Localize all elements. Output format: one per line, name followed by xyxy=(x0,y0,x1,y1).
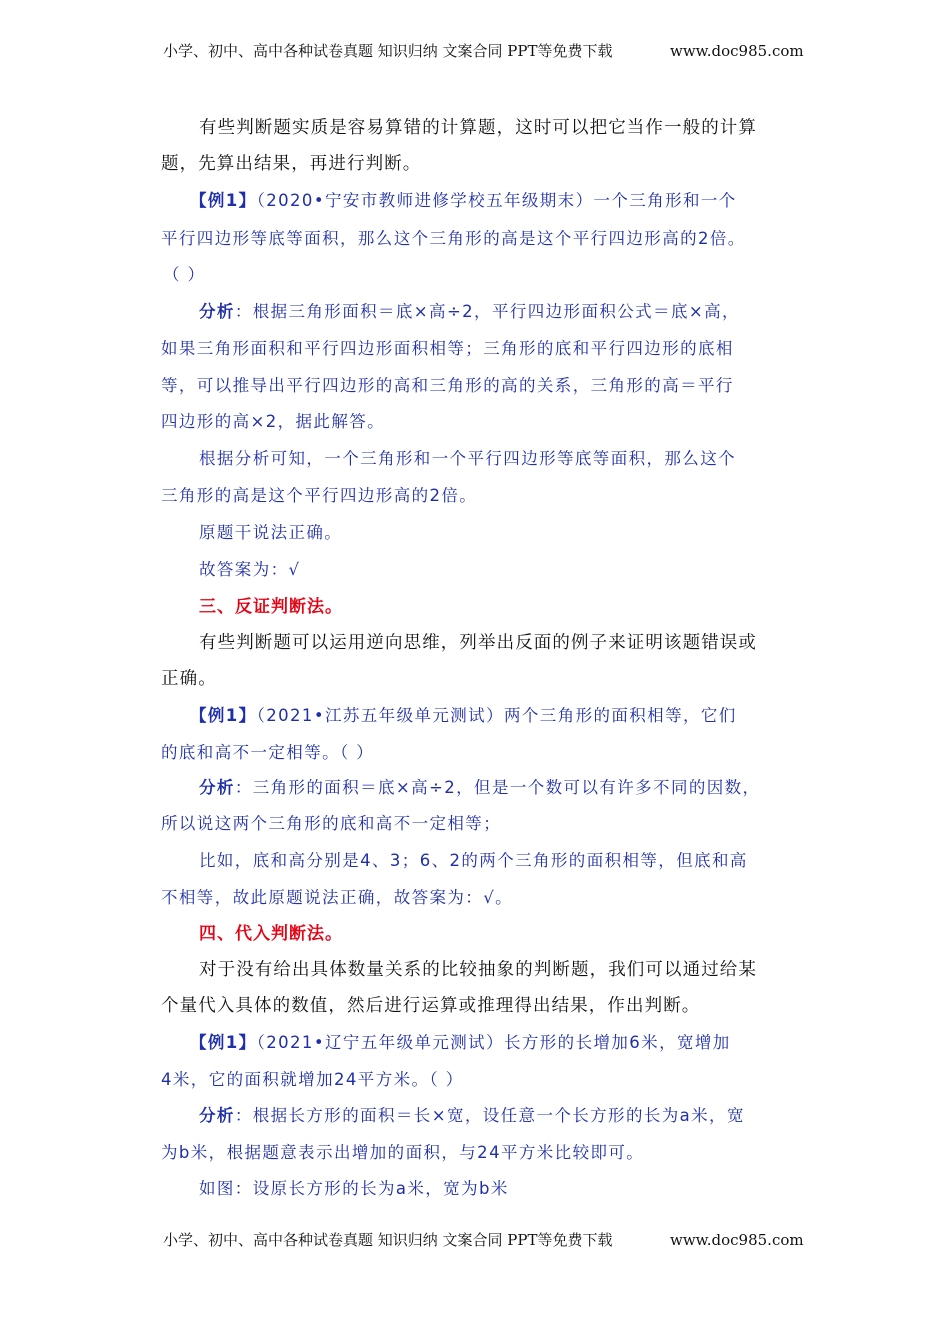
example-1-answer: 故答案为：√ xyxy=(199,560,301,579)
header-text: 小学、初中、高中各种试卷真题 知识归纳 文案合同 PPT等免费下载 xyxy=(163,42,613,60)
example-2-solution-1: 比如，底和高分别是4、3；6、2的两个三角形的面积相等，但底和高 xyxy=(199,851,748,870)
example-1-solution-1: 根据分析可知，一个三角形和一个平行四边形等底等面积，那么这个 xyxy=(199,449,736,468)
analysis-text: ：根据三角形面积＝底×高÷2，平行四边形面积公式＝底×高， xyxy=(234,302,740,321)
page-header xyxy=(163,41,804,61)
example-2-analysis-1 xyxy=(199,775,760,801)
page-footer xyxy=(163,1230,804,1250)
example-3-analysis-1 xyxy=(199,1103,745,1129)
example-2-analysis-2: 所以说这两个三角形的底和高不一定相等； xyxy=(161,814,502,833)
example-3-line-1 xyxy=(190,1030,731,1056)
intro-line-1: 有些判断题实质是容易算错的计算题，这时可以把它当作一般的计算 xyxy=(199,118,757,138)
example-2-line-2: 的底和高不一定相等。（ ） xyxy=(161,743,375,762)
footer-site-link[interactable]: www.doc985.com xyxy=(670,1231,804,1249)
section-4-desc-1: 对于没有给出具体数量关系的比较抽象的判断题，我们可以通过给某 xyxy=(199,960,757,980)
example-tag: 【例1】 xyxy=(190,1033,257,1052)
example-3-source: （2021•辽宁五年级单元测试）长方形的长增加6米，宽增加 xyxy=(256,1033,731,1052)
analysis-label: 分析 xyxy=(199,302,235,321)
analysis-label: 分析 xyxy=(199,778,235,797)
example-1-analysis-1 xyxy=(199,299,740,325)
section-3-desc-1: 有些判断题可以运用逆向思维，列举出反面的例子来证明该题错误或 xyxy=(199,633,757,653)
example-3-analysis-2: 为b米，根据题意表示出增加的面积，与24平方米比较即可。 xyxy=(161,1143,645,1162)
analysis-text: ：根据长方形的面积＝长×宽，设任意一个长方形的长为a米，宽 xyxy=(234,1106,745,1125)
example-tag: 【例1】 xyxy=(190,706,257,725)
example-2-source: （2021•江苏五年级单元测试）两个三角形的面积相等，它们 xyxy=(256,706,737,725)
section-4-title: 四、代入判断法。 xyxy=(199,924,343,944)
example-1-line-3: （ ） xyxy=(163,265,206,284)
example-1-solution-3: 原题干说法正确。 xyxy=(199,523,343,542)
example-1-solution-2: 三角形的高是这个平行四边形高的2倍。 xyxy=(161,486,478,505)
example-1-analysis-3: 等，可以推导出平行四边形的高和三角形的高的关系，三角形的高＝平行 xyxy=(161,376,734,395)
section-3-title: 三、反证判断法。 xyxy=(199,597,343,617)
example-tag: 【例1】 xyxy=(190,191,257,210)
example-2-line-1 xyxy=(190,703,737,729)
section-3-desc-2: 正确。 xyxy=(161,669,217,689)
example-2-solution-2: 不相等，故此原题说法正确，故答案为：√。 xyxy=(161,888,514,907)
analysis-label: 分析 xyxy=(199,1106,235,1125)
analysis-text: ：三角形的面积＝底×高÷2，但是一个数可以有许多不同的因数， xyxy=(234,778,761,797)
example-1-line-2: 平行四边形等底等面积，那么这个三角形的高是这个平行四边形高的2倍。 xyxy=(161,229,746,248)
example-1-line-1 xyxy=(190,188,737,214)
example-3-solution-1: 如图：设原长方形的长为a米，宽为b米 xyxy=(199,1179,509,1198)
header-site-link[interactable]: www.doc985.com xyxy=(670,42,804,60)
intro-line-2: 题，先算出结果，再进行判断。 xyxy=(161,154,422,174)
example-1-analysis-2: 如果三角形面积和平行四边形面积相等；三角形的底和平行四边形的底相 xyxy=(161,339,734,358)
footer-text: 小学、初中、高中各种试卷真题 知识归纳 文案合同 PPT等免费下载 xyxy=(163,1231,613,1249)
example-1-source: （2020•宁安市教师进修学校五年级期末）一个三角形和一个 xyxy=(256,191,737,210)
section-4-desc-2: 个量代入具体的数值，然后进行运算或推理得出结果，作出判断。 xyxy=(161,996,701,1016)
example-1-analysis-4: 四边形的高×2，据此解答。 xyxy=(161,412,386,431)
example-3-line-2: 4米，它的面积就增加24平方米。（ ） xyxy=(161,1070,464,1089)
